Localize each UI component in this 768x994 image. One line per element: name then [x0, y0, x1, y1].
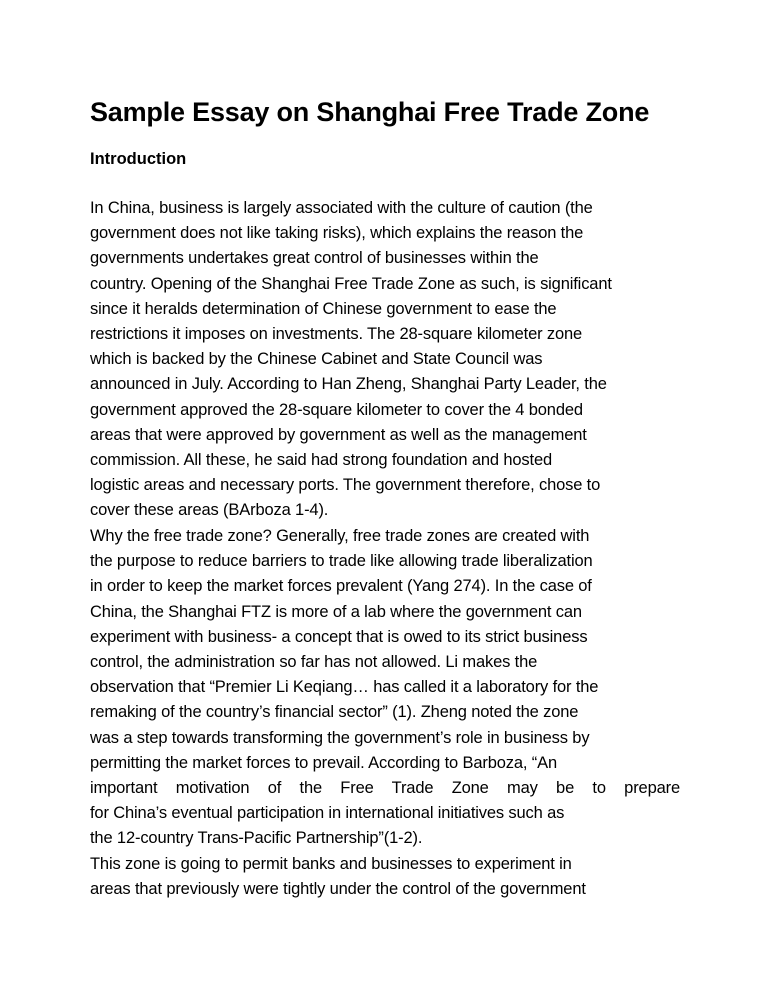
paragraph-line: government does not like taking risks), which explains the reason the	[90, 224, 584, 243]
paragraph-line: experiment with business- a concept that is owed to its strict business	[90, 627, 588, 646]
paragraph-line: logistic areas and necessary ports. The government therefore, chose to	[90, 476, 601, 495]
paragraph-1	[90, 196, 680, 524]
paragraph-line: Why the free trade zone? Generally, free trade zones are created with	[90, 527, 590, 545]
paragraph-line: country. Opening of the Shanghai Free Trade Zone as such, is significant	[90, 274, 612, 293]
paragraph-line: cover these areas (BArboza 1-4).	[90, 501, 329, 520]
paragraph-line: observation that “Premier Li Keqiang… has called it a laboratory for the	[90, 678, 599, 697]
paragraph-line: areas that previously were tightly under the control of the government	[90, 880, 586, 899]
paragraph-line: China, the Shanghai FTZ is more of a lab where the government can	[90, 602, 582, 621]
paragraph-line: which is backed by the Chinese Cabinet and State Council was	[90, 350, 543, 369]
paragraph-line: for China’s eventual participation in international initiatives such as	[90, 804, 565, 823]
paragraph-line: in order to keep the market forces prevalent (Yang 274). In the case of	[90, 577, 592, 596]
paragraph-line: permitting the market forces to prevail. According to Barboza, “An	[90, 753, 557, 772]
paragraph-line: the purpose to reduce barriers to trade like allowing trade liberalization	[90, 552, 593, 571]
paragraph-line: This zone is going to permit banks and businesses to experiment in	[90, 855, 572, 873]
paragraph-line: government approved the 28-square kilometer to cover the 4 bonded	[90, 400, 583, 419]
paragraph-line: since it heralds determination of Chinese government to ease the	[90, 299, 557, 318]
paragraph-line: areas that were approved by government as well as the management	[90, 425, 587, 444]
paragraph-line: governments undertakes great control of businesses within the	[90, 249, 539, 268]
paragraph-line: commission. All these, he said had strong foundation and hosted	[90, 451, 553, 470]
paragraph-line: the 12-country Trans-Pacific Partnership”(1-2).	[90, 829, 423, 848]
paragraph-line: remaking of the country’s financial sector” (1). Zheng noted the zone	[90, 703, 579, 722]
paragraph-line: important motivation of the Free Trade Zone may be to prepare	[90, 779, 680, 798]
paragraph-line: announced in July. According to Han Zheng, Shanghai Party Leader, the	[90, 375, 607, 394]
paragraph-line: control, the administration so far has not allowed. Li makes the	[90, 653, 538, 672]
paragraph-2	[90, 524, 680, 852]
paragraph-line: restrictions it imposes on investments. The 28-square kilometer zone	[90, 325, 583, 344]
paragraph-line: was a step towards transforming the government’s role in business by	[90, 728, 590, 747]
essay-title: Sample Essay on Shanghai Free Trade Zone	[90, 97, 650, 127]
paragraph-3	[90, 852, 680, 902]
section-heading-introduction: Introduction	[90, 150, 187, 168]
paragraph-line: In China, business is largely associated with the culture of caution (the	[90, 199, 593, 217]
